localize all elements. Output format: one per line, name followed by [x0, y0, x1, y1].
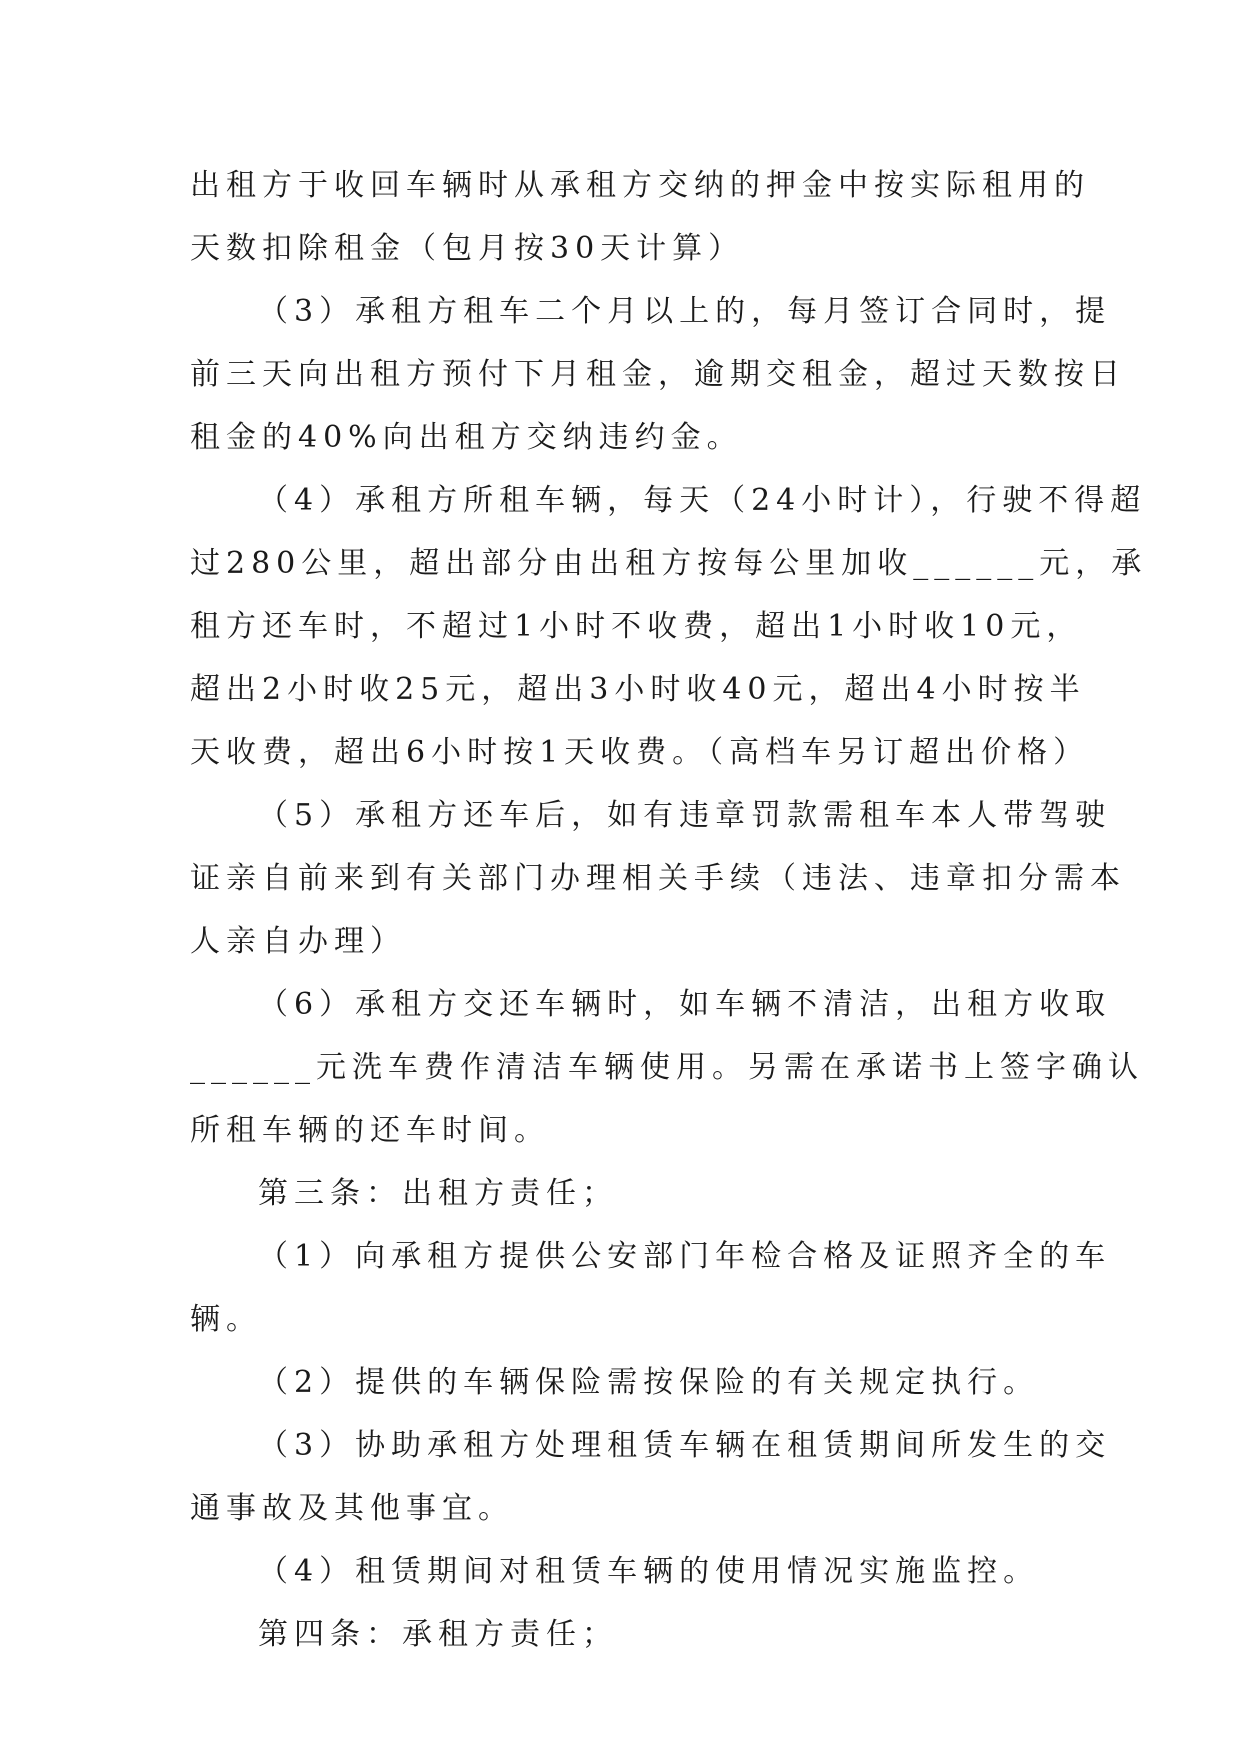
text-line: 通事故及其他事宜。 [190, 1491, 514, 1526]
text-line: （3）协助承租方处理租赁车辆在租赁期间所发生的交 [258, 1428, 1112, 1463]
text-line: 第三条：出租方责任； [258, 1176, 618, 1211]
text-line: 人亲自办理） [190, 924, 406, 959]
text-line: 证亲自前来到有关部门办理相关手续（违法、违章扣分需本 [190, 861, 1126, 896]
text-line: 辆。 [190, 1302, 262, 1337]
text-line: 租金的40%向出租方交纳违约金。 [190, 420, 743, 455]
text-line: （1）向承租方提供公安部门年检合格及证照齐全的车 [258, 1239, 1112, 1274]
text-line: 前三天向出租方预付下月租金，逾期交租金，超过天数按日 [190, 357, 1126, 392]
text-line: 超出2小时收25元，超出3小时收40元，超出4小时按半 [190, 672, 1086, 707]
text-line: 出租方于收回车辆时从承租方交纳的押金中按实际租用的 [190, 168, 1090, 203]
text-line: 过280公里，超出部分由出租方按每公里加收______元，承 [190, 546, 1148, 581]
text-line: （3）承租方租车二个月以上的，每月签订合同时，提 [258, 294, 1112, 329]
document-body [190, 154, 1148, 1666]
text-line: ______元洗车费作清洁车辆使用。另需在承诺书上签字确认 [190, 1050, 1144, 1085]
text-line: 天收费，超出6小时按1天收费。（高档车另订超出价格） [190, 735, 1090, 770]
text-line: 第四条：承租方责任； [258, 1617, 618, 1652]
text-line: （5）承租方还车后，如有违章罚款需租车本人带驾驶 [258, 798, 1112, 833]
text-line: （2）提供的车辆保险需按保险的有关规定执行。 [258, 1365, 1040, 1400]
text-line: 天数扣除租金（包月按30天计算） [190, 231, 745, 266]
text-line: 租方还车时，不超过1小时不收费，超出1小时收10元， [190, 609, 1083, 644]
text-line: 所租车辆的还车时间。 [190, 1113, 550, 1148]
text-line: （4）租赁期间对租赁车辆的使用情况实施监控。 [258, 1554, 1040, 1589]
text-line: （4）承租方所租车辆，每天（24小时计），行驶不得超 [258, 483, 1147, 518]
text-line: （6）承租方交还车辆时，如车辆不清洁，出租方收取 [258, 987, 1112, 1022]
